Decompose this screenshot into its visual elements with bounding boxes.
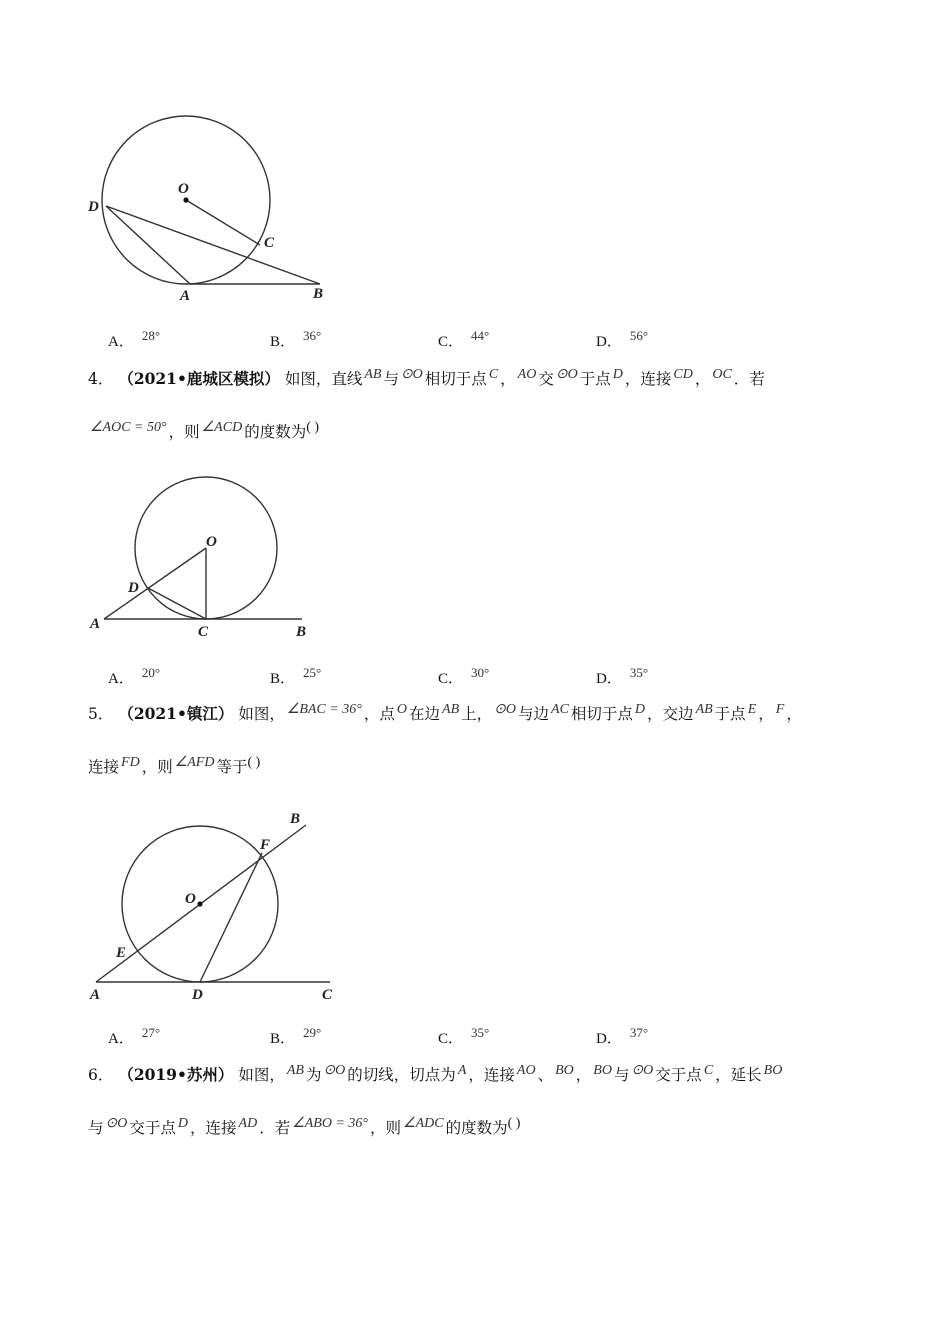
text: 交	[538, 370, 554, 388]
q5-label-c: C	[322, 987, 333, 1003]
text: 相切于点	[424, 370, 487, 388]
q5-choice-a[interactable]	[108, 1027, 160, 1048]
choice-letter: C．	[438, 1031, 464, 1047]
choice-value: 35°	[471, 1025, 490, 1040]
q5-text-line1	[88, 702, 878, 728]
math: ∠AFD	[174, 755, 215, 770]
math: AC	[551, 702, 569, 717]
math: AB	[364, 367, 382, 382]
q5-source: （2021•镇江）	[118, 704, 234, 723]
math: ⊙O	[494, 702, 516, 717]
q3-choice-b[interactable]	[270, 330, 321, 351]
q4-figure	[80, 470, 330, 645]
choice-letter: A．	[108, 671, 134, 687]
q4-label-o: O	[206, 534, 217, 550]
math: A	[457, 1063, 467, 1078]
text: 如图，直线	[284, 370, 363, 388]
choice-letter: D．	[596, 1031, 622, 1047]
math: ∠AOC = 50°	[90, 420, 167, 435]
q3-diagram	[80, 110, 340, 310]
text: ，	[694, 370, 711, 388]
q5-choice-d[interactable]	[596, 1027, 648, 1048]
q3-line-da	[106, 206, 190, 284]
choice-letter: C．	[438, 334, 464, 350]
text: 相切于点	[570, 705, 633, 723]
text: ，连接	[624, 370, 672, 388]
q3-center-dot	[183, 197, 188, 202]
math: AO	[517, 367, 537, 382]
text: 于点	[579, 370, 611, 388]
text: 在边	[409, 705, 441, 723]
text: 交于点	[129, 1119, 176, 1137]
q3-figure	[80, 110, 340, 310]
answer-paren[interactable]: ( )	[306, 420, 320, 435]
text: 的度数为	[244, 423, 307, 441]
q3-choice-a[interactable]	[108, 330, 160, 351]
q6-text-line2	[88, 1116, 878, 1142]
choice-value: 20°	[141, 665, 161, 680]
text: ，则	[168, 423, 200, 441]
q3-choice-c[interactable]	[438, 330, 489, 351]
text: ，	[786, 705, 802, 723]
math: ⊙O	[555, 367, 578, 382]
q5-text-line2	[88, 755, 878, 781]
q3-label-c: C	[264, 235, 275, 251]
q3-label-b: B	[313, 286, 324, 302]
text: ，	[575, 1066, 592, 1084]
math: AB	[442, 702, 460, 717]
math: D	[634, 702, 646, 717]
choice-value: 30°	[471, 665, 490, 680]
q6-text-line1	[88, 1063, 878, 1089]
choice-letter: D．	[596, 334, 622, 350]
math: AD	[238, 1116, 258, 1131]
q5-figure	[80, 805, 350, 1010]
text: ，连接	[190, 1119, 237, 1137]
q4-line-ao	[104, 548, 206, 619]
q4-label-d: D	[128, 580, 139, 596]
text: ，延长	[715, 1066, 762, 1084]
text: 、	[537, 1066, 554, 1084]
text: 连接	[88, 758, 120, 776]
text: 与边	[518, 705, 550, 723]
answer-paren[interactable]: ( )	[507, 1116, 521, 1131]
q3-label-d: D	[88, 199, 99, 215]
q5-label-e: E	[116, 945, 127, 961]
text: ，则	[370, 1119, 402, 1137]
choice-value: 56°	[629, 328, 649, 343]
q4-choice-d[interactable]	[596, 667, 648, 688]
math: AB	[695, 702, 713, 717]
q4-choices	[108, 667, 668, 691]
text: ，交边	[647, 705, 694, 723]
choice-value: 29°	[303, 1025, 322, 1040]
q5-label-d: D	[192, 987, 203, 1003]
text: ，则	[141, 758, 173, 776]
choice-letter: C．	[438, 671, 464, 687]
q3-label-a: A	[180, 288, 191, 304]
q4-label-b: B	[296, 624, 307, 640]
math: E	[747, 702, 757, 717]
q4-number: 4．	[88, 370, 114, 388]
math: FD	[121, 755, 140, 770]
choice-letter: B．	[270, 671, 296, 687]
q5-choice-b[interactable]	[270, 1027, 321, 1048]
choice-letter: B．	[270, 1031, 296, 1047]
q5-diagram	[80, 805, 350, 1010]
choice-letter: A．	[108, 334, 134, 350]
text: ．若	[733, 370, 765, 388]
text: 为	[305, 1066, 322, 1084]
text: ，点	[363, 705, 395, 723]
choice-value: 44°	[471, 328, 490, 343]
q4-choice-b[interactable]	[270, 667, 321, 688]
q4-source: （2021•鹿城区模拟）	[118, 369, 280, 388]
math: C	[703, 1063, 714, 1078]
math: BO	[593, 1063, 612, 1078]
text: 与	[613, 1066, 630, 1084]
q3-line-db	[106, 206, 320, 284]
q3-choice-d[interactable]	[596, 330, 648, 351]
math: BO	[763, 1063, 783, 1078]
math: ⊙O	[323, 1063, 346, 1078]
q3-label-o: O	[178, 181, 189, 197]
q5-label-o: O	[185, 891, 196, 907]
q4-choice-a[interactable]	[108, 667, 160, 688]
text: 如图，	[238, 1066, 285, 1084]
text: ，连接	[468, 1066, 515, 1084]
q5-choices	[108, 1027, 668, 1051]
q4-text-line1	[88, 367, 878, 393]
math: AO	[516, 1063, 536, 1078]
q3-line-oc	[186, 200, 260, 245]
q6-number: 6．	[88, 1066, 114, 1084]
math: ⊙O	[400, 367, 423, 382]
text: 如图，	[238, 705, 285, 723]
q4-label-a: A	[90, 616, 101, 632]
text: 等于	[216, 758, 248, 776]
text: 与	[88, 1119, 104, 1137]
math: ⊙O	[631, 1063, 654, 1078]
text: ，	[500, 370, 516, 388]
q5-label-b: B	[290, 811, 301, 827]
text: 上，	[461, 705, 493, 723]
choice-value: 28°	[141, 328, 161, 343]
q5-number: 5．	[88, 705, 114, 723]
text: ，	[758, 705, 774, 723]
math: F	[775, 702, 785, 717]
choice-letter: D．	[596, 671, 622, 687]
math: ⊙O	[105, 1116, 128, 1131]
math: BO	[555, 1063, 574, 1078]
q4-diagram	[80, 470, 330, 645]
q5-center-dot	[197, 901, 202, 906]
math: AB	[286, 1063, 304, 1078]
math: O	[396, 702, 408, 717]
q4-label-c: C	[198, 624, 209, 640]
q4-choice-c[interactable]	[438, 667, 489, 688]
math: OC	[712, 367, 732, 382]
choice-value: 37°	[629, 1025, 649, 1040]
q5-line-fd	[200, 853, 262, 982]
choice-value: 25°	[303, 665, 322, 680]
math: ∠ABO = 36°	[292, 1116, 369, 1131]
math: D	[612, 367, 623, 382]
q4-line-cd	[148, 588, 206, 619]
choice-letter: A．	[108, 1031, 134, 1047]
q6-source: （2019•苏州）	[118, 1065, 234, 1084]
text: 的度数为	[445, 1119, 508, 1137]
math: C	[488, 367, 499, 382]
choice-value: 35°	[629, 665, 649, 680]
q4-text-line2	[88, 420, 878, 446]
math: ∠ACD	[201, 420, 243, 435]
text: 交于点	[655, 1066, 702, 1084]
q3-choices	[108, 330, 668, 354]
text: 的切线，切点为	[347, 1066, 456, 1084]
math: ∠ADC	[403, 1116, 444, 1131]
math: CD	[673, 367, 693, 382]
text: ．若	[259, 1119, 291, 1137]
math: ∠BAC = 36°	[286, 702, 362, 717]
q5-label-f: F	[260, 837, 271, 853]
answer-paren[interactable]: ( )	[247, 755, 261, 770]
math: D	[177, 1116, 188, 1131]
text: 与	[383, 370, 399, 388]
choice-letter: B．	[270, 334, 296, 350]
choice-value: 27°	[141, 1025, 161, 1040]
q5-label-a: A	[90, 987, 101, 1003]
text: 于点	[714, 705, 746, 723]
choice-value: 36°	[303, 328, 322, 343]
q5-choice-c[interactable]	[438, 1027, 489, 1048]
